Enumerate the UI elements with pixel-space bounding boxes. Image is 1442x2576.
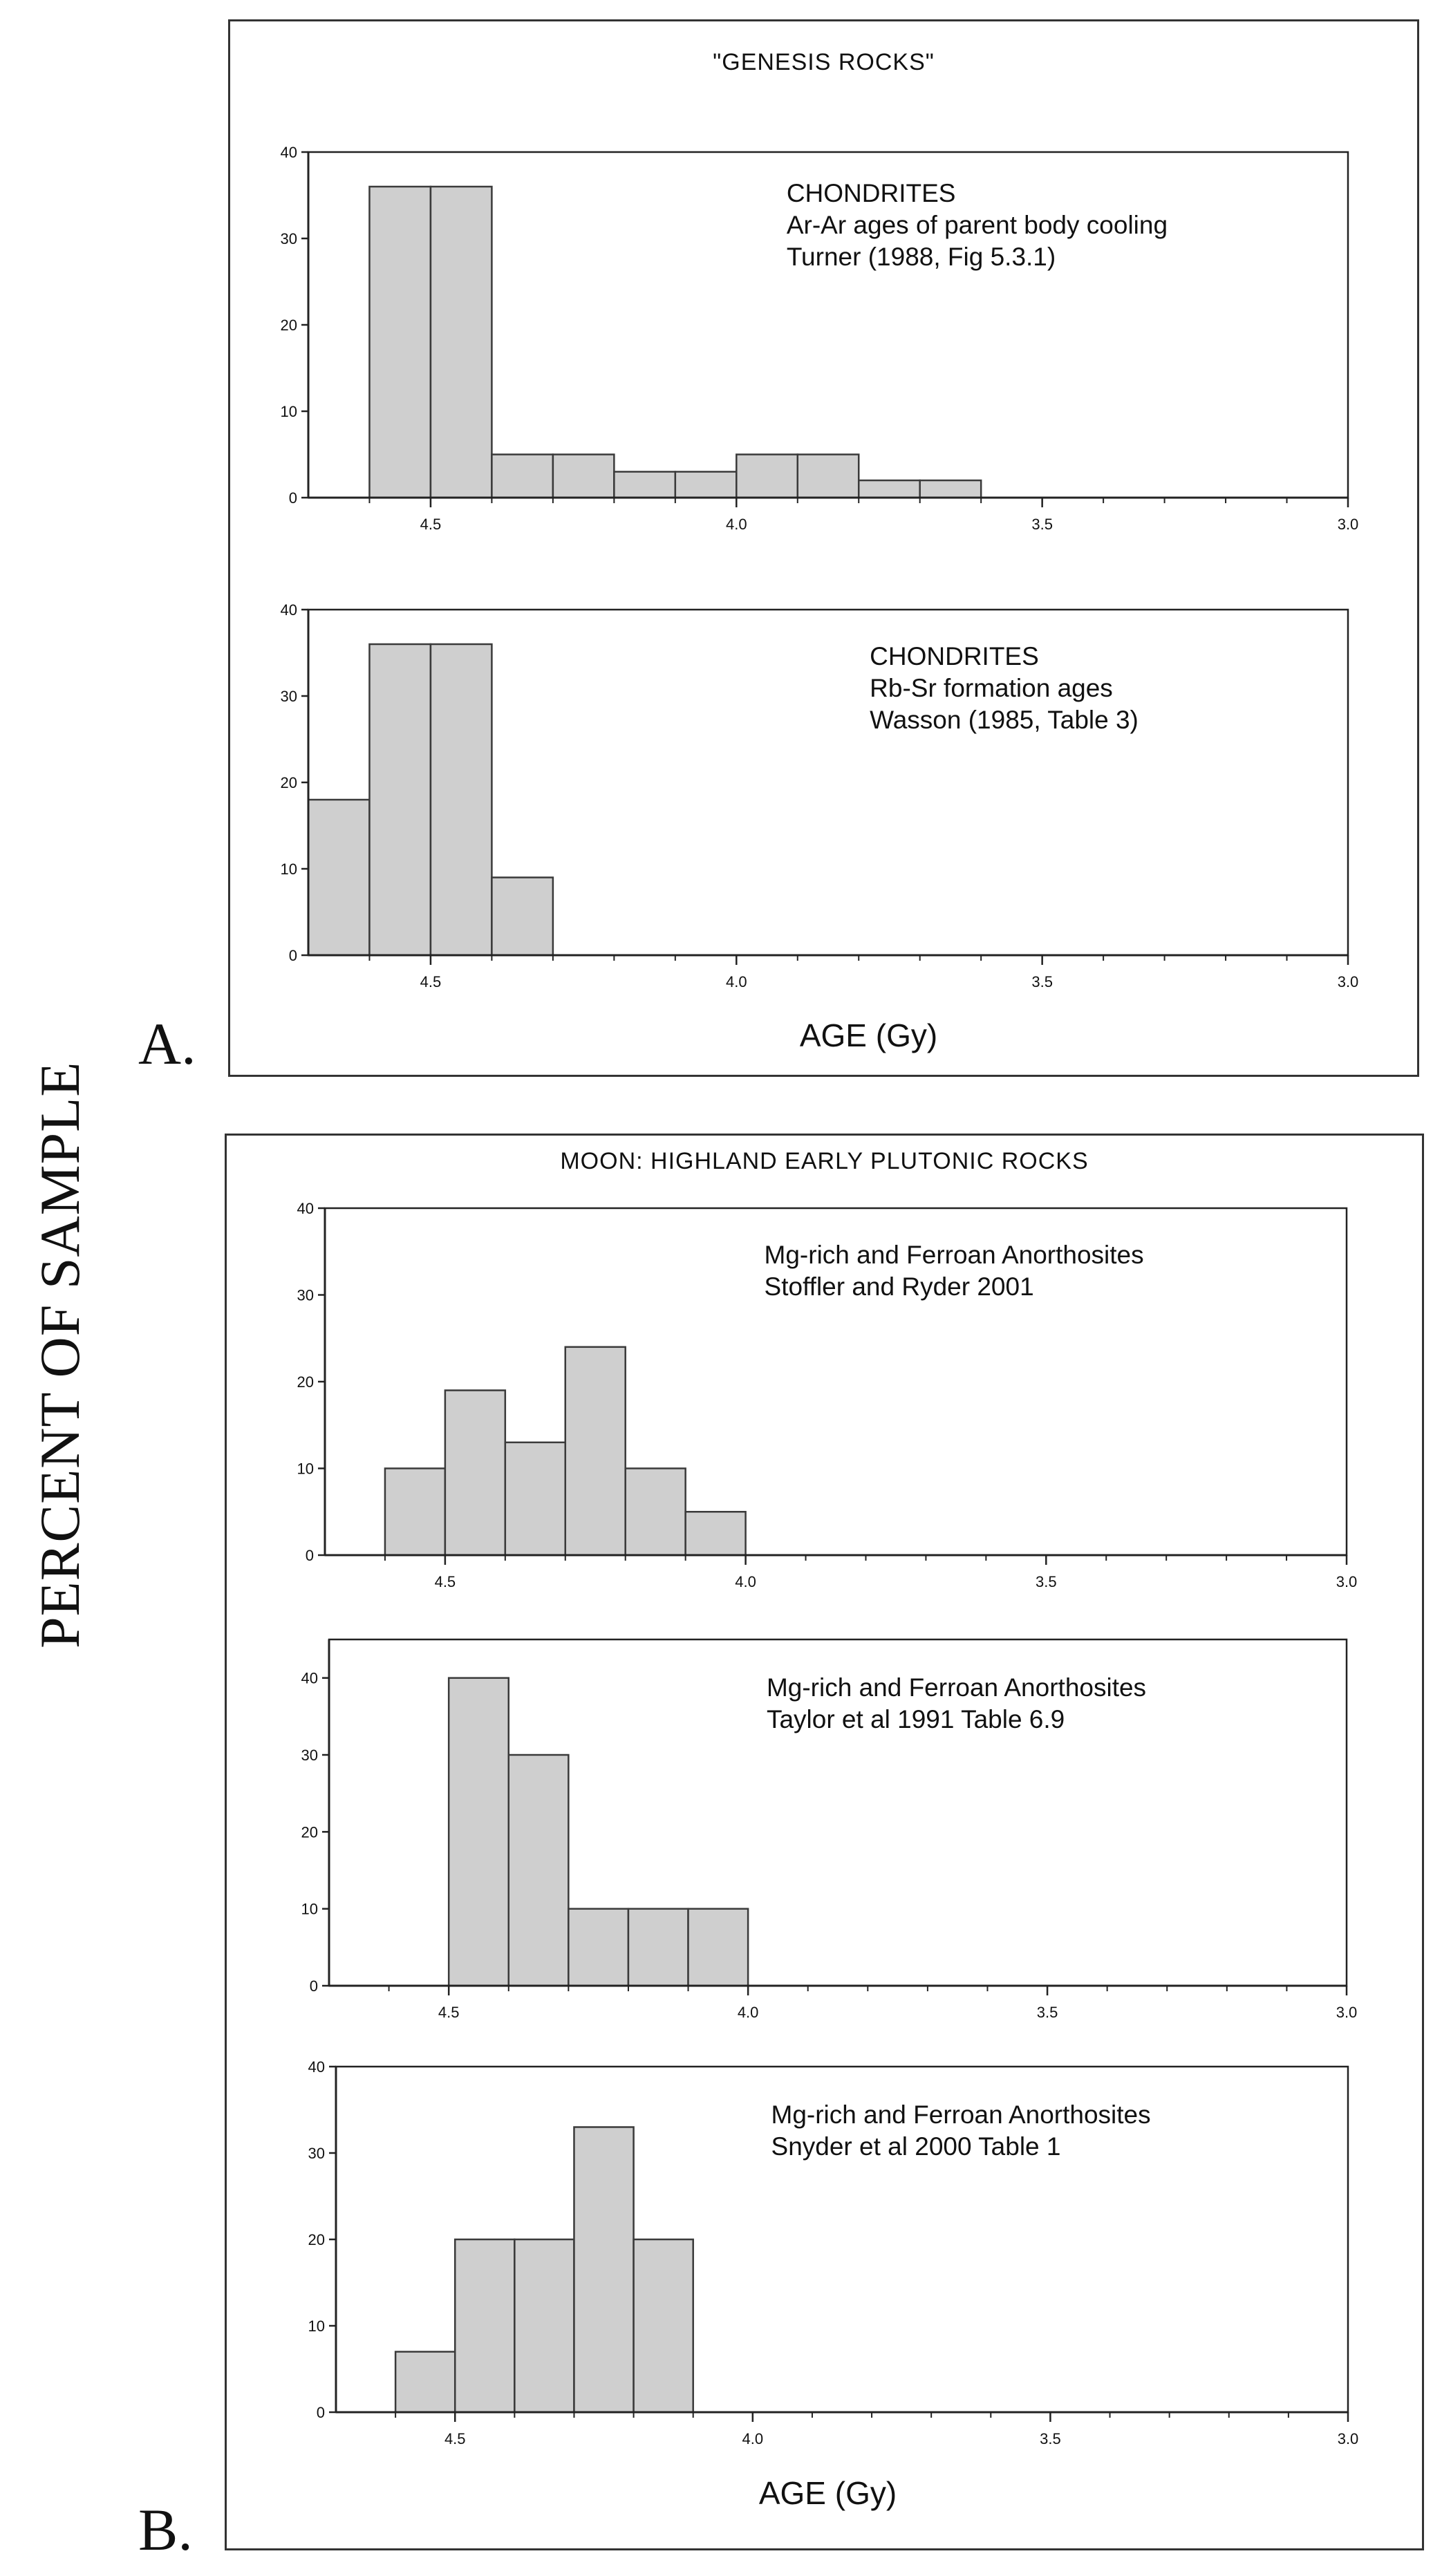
histogram-b3-annotation-line: Mg-rich and Ferroan Anorthosites	[771, 2100, 1151, 2129]
histogram-b2-x-tick-label: 4.0	[737, 2004, 759, 2021]
histogram-a1-annotation-line: CHONDRITES	[786, 179, 956, 207]
histogram-a2-y-tick-label: 0	[288, 947, 297, 964]
histogram-a2-y-tick-label: 20	[280, 774, 297, 791]
histogram-b3-x-tick-label: 4.0	[742, 2430, 764, 2447]
panel-b-x-axis-label: AGE (Gy)	[758, 2475, 897, 2511]
histogram-a2-annotation-line: Wasson (1985, Table 3)	[870, 706, 1139, 734]
histogram-b2-x-tick-label: 3.5	[1036, 2004, 1058, 2021]
histogram-a1-y-tick-label: 0	[288, 489, 297, 507]
histogram-a1-x-tick-label: 3.5	[1031, 516, 1053, 533]
histogram-a1-y-tick-label: 20	[280, 317, 297, 334]
histogram-a2-y-tick-label: 30	[280, 688, 297, 705]
histogram-b2-y-tick-label: 20	[301, 1823, 318, 1841]
y-axis-label: PERCENT OF SAMPLE	[28, 1061, 91, 1648]
histogram-b1-x-tick-label: 4.0	[735, 1573, 756, 1590]
histogram-a1-annotation-line: Ar-Ar ages of parent body cooling	[786, 211, 1168, 239]
histogram-b2-y-tick-label: 0	[309, 1977, 318, 1995]
histogram-b2-y-tick-label: 40	[301, 1669, 318, 1687]
histogram-a2-annotation-line: Rb-Sr formation ages	[870, 674, 1113, 702]
histogram-b1-x-tick-label: 3.5	[1035, 1573, 1057, 1590]
histogram-b2-annotation-line: Taylor et al 1991 Table 6.9	[766, 1705, 1065, 1733]
histogram-a2-x-tick-label: 4.0	[725, 973, 747, 990]
histogram-a1-x-tick-label: 4.0	[725, 516, 747, 533]
histogram-a2-y-tick-label: 10	[280, 861, 297, 878]
histogram-b1-annotation-line: Mg-rich and Ferroan Anorthosites	[764, 1241, 1144, 1269]
histogram-b3-bar	[634, 2239, 693, 2412]
histogram-a1-y-tick-label: 30	[280, 230, 297, 247]
histogram-b3-bar	[514, 2239, 574, 2412]
histogram-a1-y-tick-label: 40	[280, 144, 297, 161]
histogram-b2-x-tick-label: 3.0	[1336, 2004, 1358, 2021]
histogram-b2-annotation-line: Mg-rich and Ferroan Anorthosites	[766, 1673, 1147, 1702]
histogram-b3-bar	[395, 2352, 455, 2413]
histogram-a2-y-tick-label: 40	[280, 601, 297, 619]
panel-b-title: MOON: HIGHLAND EARLY PLUTONIC ROCKS	[560, 1148, 1089, 1174]
histogram-b2-x-tick-label: 4.5	[438, 2004, 460, 2021]
histogram-b1-y-tick-label: 40	[297, 1200, 314, 1217]
histogram-a1-x-tick-label: 3.0	[1337, 516, 1359, 533]
panel-letter-b: B.	[138, 2497, 193, 2563]
histogram-a2-x-tick-label: 3.0	[1337, 973, 1359, 990]
histogram-b2-y-tick-label: 30	[301, 1747, 318, 1764]
histogram-b1-y-tick-label: 30	[297, 1286, 314, 1304]
histogram-b3-x-tick-label: 3.5	[1040, 2430, 1061, 2447]
histogram-b3-bar	[455, 2239, 514, 2412]
histogram-b1-y-tick-label: 10	[297, 1460, 314, 1478]
histogram-b3-y-tick-label: 20	[308, 2231, 325, 2248]
histogram-a2-annotation-line: CHONDRITES	[870, 642, 1039, 670]
histogram-b1-x-tick-label: 4.5	[434, 1573, 456, 1590]
histogram-b3-y-tick-label: 10	[308, 2318, 325, 2335]
histogram-a1-annotation-line: Turner (1988, Fig 5.3.1)	[786, 243, 1056, 271]
histogram-b1-y-tick-label: 20	[297, 1373, 314, 1391]
panel-a-title: "GENESIS ROCKS"	[713, 49, 935, 75]
histogram-b3-x-tick-label: 4.5	[444, 2430, 466, 2447]
histogram-b1-x-tick-label: 3.0	[1336, 1573, 1358, 1590]
histogram-b3-bar	[574, 2127, 633, 2413]
histogram-b3-y-tick-label: 30	[308, 2145, 325, 2162]
histogram-b1-y-tick-label: 0	[305, 1547, 314, 1564]
histogram-a2-x-tick-label: 3.5	[1031, 973, 1053, 990]
histogram-b3-y-tick-label: 0	[316, 2404, 325, 2421]
histogram-a2-x-tick-label: 4.5	[420, 973, 442, 990]
histogram-a1-y-tick-label: 10	[280, 403, 297, 420]
panel-a-x-axis-label: AGE (Gy)	[799, 1017, 938, 1053]
panel-letter-a: A.	[138, 1010, 196, 1077]
histogram-b2-y-tick-label: 10	[301, 1900, 318, 1918]
histogram-b3-y-tick-label: 40	[308, 2058, 325, 2076]
histogram-b3-x-tick-label: 3.0	[1337, 2430, 1359, 2447]
histogram-a1-x-tick-label: 4.5	[420, 516, 442, 533]
histogram-b3-annotation-line: Snyder et al 2000 Table 1	[771, 2132, 1061, 2161]
histogram-b1-annotation-line: Stoffler and Ryder 2001	[764, 1272, 1034, 1301]
